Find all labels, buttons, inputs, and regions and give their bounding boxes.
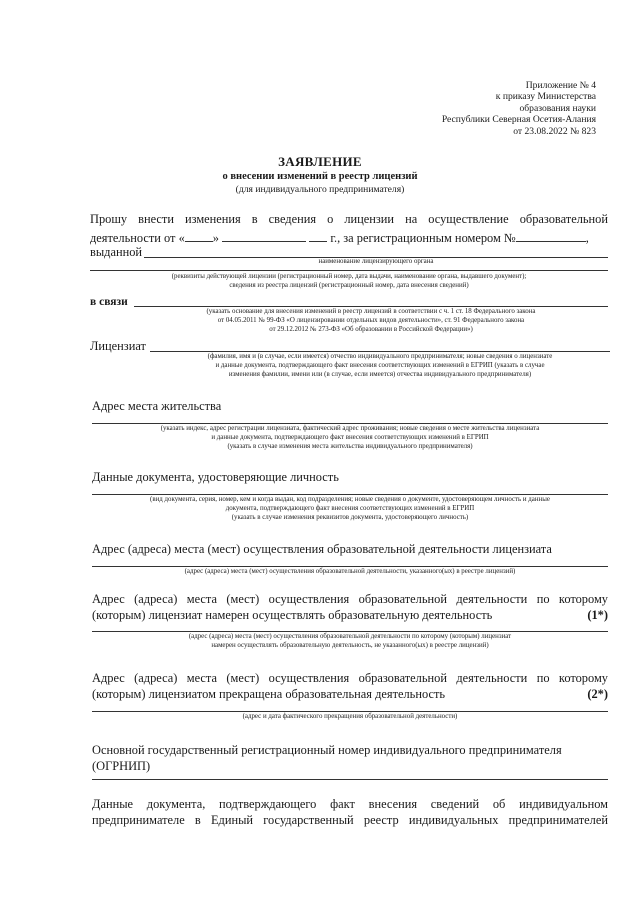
hint-identity-1: (вид документа, серия, номер, кем и когда выдан, код подразделения; новые сведения о документе, удостоверяющем личность и данные [150, 496, 550, 503]
hint-identity-3: (указать в случае изменения реквизитов документа, удостоверяющего личность) [231, 514, 469, 521]
hint-address-new-2: намерен осуществлять образовательную деятельность, не указанного(ых) в реестре лицензий) [211, 642, 489, 649]
connection-field[interactable] [134, 306, 608, 307]
appendix-header [376, 80, 596, 137]
licensee-label: Лицензиат [90, 339, 146, 353]
ogrnip-field[interactable] [92, 779, 608, 780]
date-year-field[interactable] [309, 229, 327, 242]
hint-connection-2: от 04.05.2011 № 99-ФЗ «О лицензировании отдельных видов деятельности», ст. 91 Федерального закона [217, 317, 525, 324]
hint-connection-1: (указать основание для внесения изменений в реестр лицензий в соответствии с ч. 1 ст. 18 Федерального закона [206, 308, 536, 315]
hint-organ: наименование лицензирующего органа [318, 258, 434, 265]
appendix-number: Приложение № 4 [525, 80, 596, 91]
ogrnip-line-1: Основной государственный регистрационный номер индивидуального предпринимателя [92, 743, 562, 757]
hint-connection-3: от 29.12.2012 № 273-ФЗ «Об образовании в Российской Федерации») [269, 326, 473, 333]
address-new-line-1: Адрес (адреса) места (мест) осуществления образовательной деятельности по которому [92, 592, 608, 606]
egrip-line-2: предпринимателе в Единый государственный реестр индивидуальных предпринимателей [92, 813, 608, 827]
identity-label: Данные документа, удостоверяющие личность [92, 470, 339, 484]
hint-identity-2: документа, подтверждающего факт внесения соответствующих изменений в ЕГРИП [225, 505, 475, 512]
registration-number-field[interactable] [516, 229, 586, 242]
hint-licensee-1: (фамилия, имя и (в случае, если имеется) отчество индивидуального предпринимателя; новые сведения о лицензиате [207, 353, 553, 360]
address-new-line-2: (которым) лицензиат намерен осуществлять образовательную деятельность [92, 608, 493, 622]
hint-residence-3: (указать в случае изменения места жительства индивидуального предпринимателя) [227, 443, 473, 450]
hint-address-stopped: (адрес и дата фактического прекращения образовательной деятельности) [242, 713, 458, 720]
ogrnip-line-2: (ОГРНИП) [92, 759, 151, 773]
address-current-label: Адрес (адреса) места (мест) осуществления образовательной деятельности лицензиата [92, 542, 552, 556]
identity-field[interactable] [92, 494, 608, 495]
egrip-line-1: Данные документа, подтверждающего факт внесения сведений об индивидуальном [92, 797, 608, 811]
address-stopped-line-1: Адрес (адреса) места (мест) осуществления образовательной деятельности по которому [92, 671, 608, 685]
order-date: от 23.08.2022 № 823 [513, 125, 596, 137]
licensee-field[interactable] [150, 351, 610, 352]
address-stopped-line-2: (которым) лицензиатом прекращена образовательная деятельность [92, 687, 446, 701]
footnote-mark-2: (2*) [587, 687, 608, 701]
hint-license-details-2: сведения из реестра лицензий (регистрационный номер, дата внесения сведений) [229, 282, 469, 289]
hint-licensee-3: изменения фамилии, имени или (в случае, если имеется) отчества индивидуального предпринимателя) [228, 371, 532, 378]
document-title: ЗАЯВЛЕНИЕ [278, 154, 362, 169]
address-stopped-field[interactable] [92, 711, 608, 712]
issued-label: выданной [90, 245, 143, 259]
intro-line-1: Прошу внести изменения в сведения о лицензии на осуществление образовательной [90, 212, 608, 226]
date-month-field[interactable] [222, 229, 306, 242]
address-new-field[interactable] [92, 631, 608, 632]
residence-field[interactable] [92, 423, 608, 424]
hint-address-current: (адрес (адреса) места (мест) осуществления образовательной деятельности, указанного(ых) в реестре лицензий) [184, 568, 516, 575]
footnote-mark-1: (1*) [587, 608, 608, 622]
document-subtitle: о внесении изменений в реестр лицензий [222, 171, 418, 182]
hint-residence-1: (указать индекс, адрес регистрации лицензиата, фактический адрес проживания; новые сведения о месте жительства лицензиата [160, 425, 540, 432]
document-note: (для индивидуального предпринимателя) [235, 184, 405, 195]
intro-line-2: деятельности от « » г., за регистрационным номером № , [90, 231, 589, 245]
republic-name: Республики Северная Осетия-Алания [441, 114, 596, 126]
hint-license-details-1: (реквизиты действующей лицензии (регистрационный номер, дата выдачи, наименование органа, выдавшего документ); [171, 273, 527, 280]
connection-label: в связи [90, 296, 128, 308]
license-details-field[interactable] [90, 270, 608, 271]
residence-label: Адрес места жительства [92, 399, 222, 413]
hint-licensee-2: и данные документа, подтверждающего факт внесения соответствующих изменений в ЕГРИП (указать в случае [215, 362, 545, 369]
address-current-field[interactable] [92, 566, 608, 567]
hint-address-new-1: (адрес (адреса) места (мест) осуществления образовательной деятельности по которому (которым) лицензиат [188, 633, 512, 640]
date-day-field[interactable] [185, 229, 213, 242]
ministry-name: образования науки [519, 102, 596, 114]
order-ref: к приказу Министерства [495, 91, 596, 103]
hint-residence-2: и данные документа, подтверждающего факт внесения соответствующих изменений в ЕГРИП [211, 434, 489, 441]
